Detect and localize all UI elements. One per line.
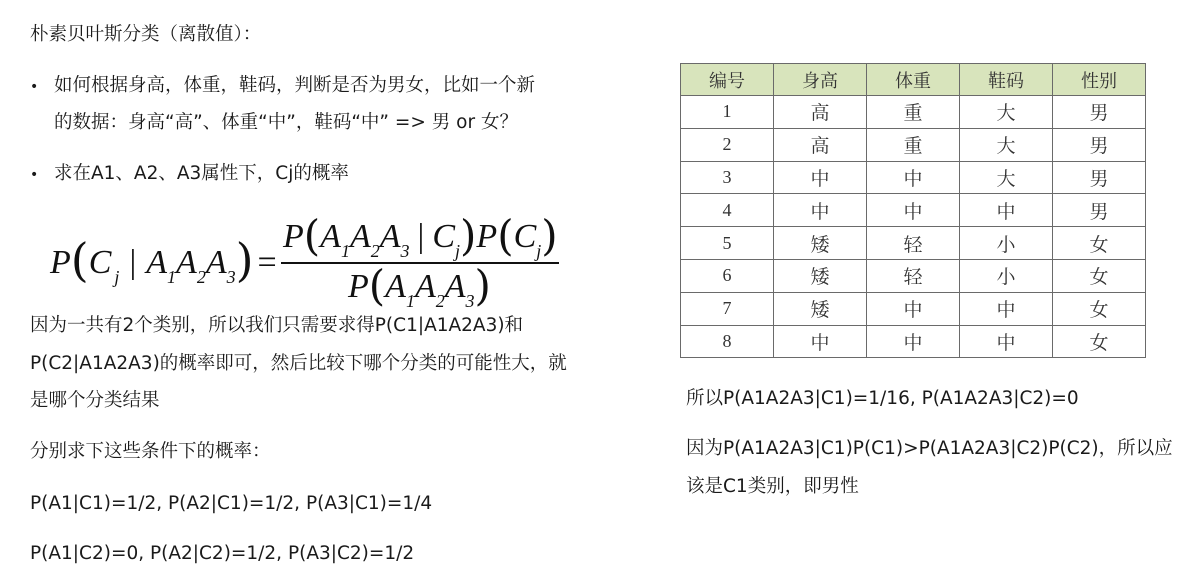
table-cell: 男 [1053,194,1146,227]
table-cell: 轻 [867,259,960,292]
table-cell: 5 [681,227,774,260]
table-cell: 中 [774,194,867,227]
formula-bar: | [417,218,425,255]
table-cell: 2 [681,128,774,161]
bullet-symbol: • [30,167,39,183]
formula-equals: = [257,244,277,281]
formula-bar: | [129,244,137,281]
formula-denominator: P(A1A2A3) [348,261,491,311]
paragraph-line-2: P(C2|A1A2A3)的概率即可，然后比较下哪个分类的可能性大，就 [30,353,567,374]
formula-symbol: A [205,244,227,281]
table-cell: 大 [960,128,1053,161]
table-row [681,96,1146,129]
table-cell: 男 [1053,161,1146,194]
formula-symbol: A [320,218,341,255]
formula-subscript: 1 [405,291,415,311]
formula-subscript: 3 [400,241,410,261]
conditions-intro: 分别求下这些条件下的概率： [30,441,271,462]
formula-symbol: A [444,268,466,305]
table-cell: 6 [681,259,774,292]
header-gender: 性别 [1053,64,1146,96]
result-probabilities: 所以P(A1A2A3|C1)=1/16, P(A1A2A3|C2)=0 [686,388,1079,409]
formula-subscript: 3 [226,267,236,287]
formula-subscript: 3 [465,291,475,311]
formula-symbol: C [432,218,456,255]
paragraph-line-1: 因为一共有2个类别，所以我们只需要求得P(C1|A1A2A3)和 [30,315,524,336]
table-row [681,128,1146,161]
formula-subscript: 2 [370,241,380,261]
formula-subscript: j [114,267,120,287]
table-row [681,194,1146,227]
table-cell: 女 [1053,227,1146,260]
table-cell: 男 [1053,128,1146,161]
formula-subscript: 2 [196,267,206,287]
table-header-row [681,64,1146,96]
table-row [681,292,1146,325]
table-cell: 矮 [774,259,867,292]
table-cell: 中 [960,292,1053,325]
table-cell: 大 [960,161,1053,194]
table-cell: 中 [867,194,960,227]
formula-lhs: P(C j | A1A2A3) = [50,233,277,287]
formula-symbol: A [414,268,436,305]
training-data-table [680,63,1146,358]
formula-symbol: P [50,244,71,281]
result-conclusion-line-1: 因为P(A1A2A3|C1)P(C1)>P(A1A2A3|C2)P(C2)，所以应 [686,438,1173,459]
table-cell: 中 [960,194,1053,227]
table-cell: 8 [681,325,774,358]
table-cell: 中 [774,161,867,194]
formula-symbol: A [385,268,406,305]
table-cell: 中 [867,161,960,194]
paragraph-line-3: 是哪个分类结果 [30,390,160,411]
table-cell: 矮 [774,292,867,325]
table-cell: 大 [960,96,1053,129]
table-cell: 男 [1053,96,1146,129]
table-cell: 小 [960,259,1053,292]
formula-symbol: A [379,218,401,255]
bullet-1-line-2: 的数据：身高“高”、体重“中”，鞋码“中” => 男 or 女？ [54,112,518,133]
table-cell: 小 [960,227,1053,260]
formula-subscript: j [455,241,461,261]
table-cell: 女 [1053,325,1146,358]
table-cell: 中 [867,325,960,358]
table-cell: 中 [774,325,867,358]
table-cell: 轻 [867,227,960,260]
header-id: 编号 [681,64,774,96]
formula-subscript: 1 [340,241,350,261]
formula-subscript: j [536,241,542,261]
table-cell: 4 [681,194,774,227]
formula-numerator: P(A1A2A3 | Cj)P(Cj) [283,211,558,261]
formula-symbol: P [476,218,498,255]
table-cell: 矮 [774,227,867,260]
table-cell: 女 [1053,292,1146,325]
formula-symbol: C [513,218,537,255]
table-cell: 1 [681,96,774,129]
conditions-c1: P(A1|C1)=1/2, P(A2|C1)=1/2, P(A3|C1)=1/4 [30,493,433,514]
formula-symbol: P [283,218,304,255]
result-conclusion-line-2: 该是C1类别，即男性 [686,476,859,497]
formula-symbol: C [88,244,112,281]
header-height: 身高 [774,64,867,96]
header-shoe-size: 鞋码 [960,64,1053,96]
table-row [681,227,1146,260]
table-row [681,161,1146,194]
formula-subscript: 1 [167,267,177,287]
table-cell: 中 [867,292,960,325]
formula-symbol: A [176,244,197,281]
table-row [681,259,1146,292]
bullet-1-line-1: 如何根据身高，体重，鞋码，判断是否为男女，比如一个新 [54,75,536,96]
bullet-2-line-1: 求在A1、A2、A3属性下，Cj的概率 [54,163,349,184]
table-cell: 女 [1053,259,1146,292]
table-cell: 高 [774,128,867,161]
table-cell: 高 [774,96,867,129]
formula-symbol: A [146,244,168,281]
formula-subscript: 2 [435,291,445,311]
table-cell: 重 [867,96,960,129]
bullet-symbol: • [30,79,39,95]
table-row [681,325,1146,358]
table-cell: 重 [867,128,960,161]
table-cell: 3 [681,161,774,194]
table-cell: 7 [681,292,774,325]
page-title: 朴素贝叶斯分类（离散值）： [30,24,262,45]
conditions-c2: P(A1|C2)=0, P(A2|C2)=1/2, P(A3|C2)=1/2 [30,543,415,564]
table-cell: 中 [960,325,1053,358]
formula-symbol: A [349,218,371,255]
formula-symbol: P [348,268,369,305]
header-weight: 体重 [867,64,960,96]
